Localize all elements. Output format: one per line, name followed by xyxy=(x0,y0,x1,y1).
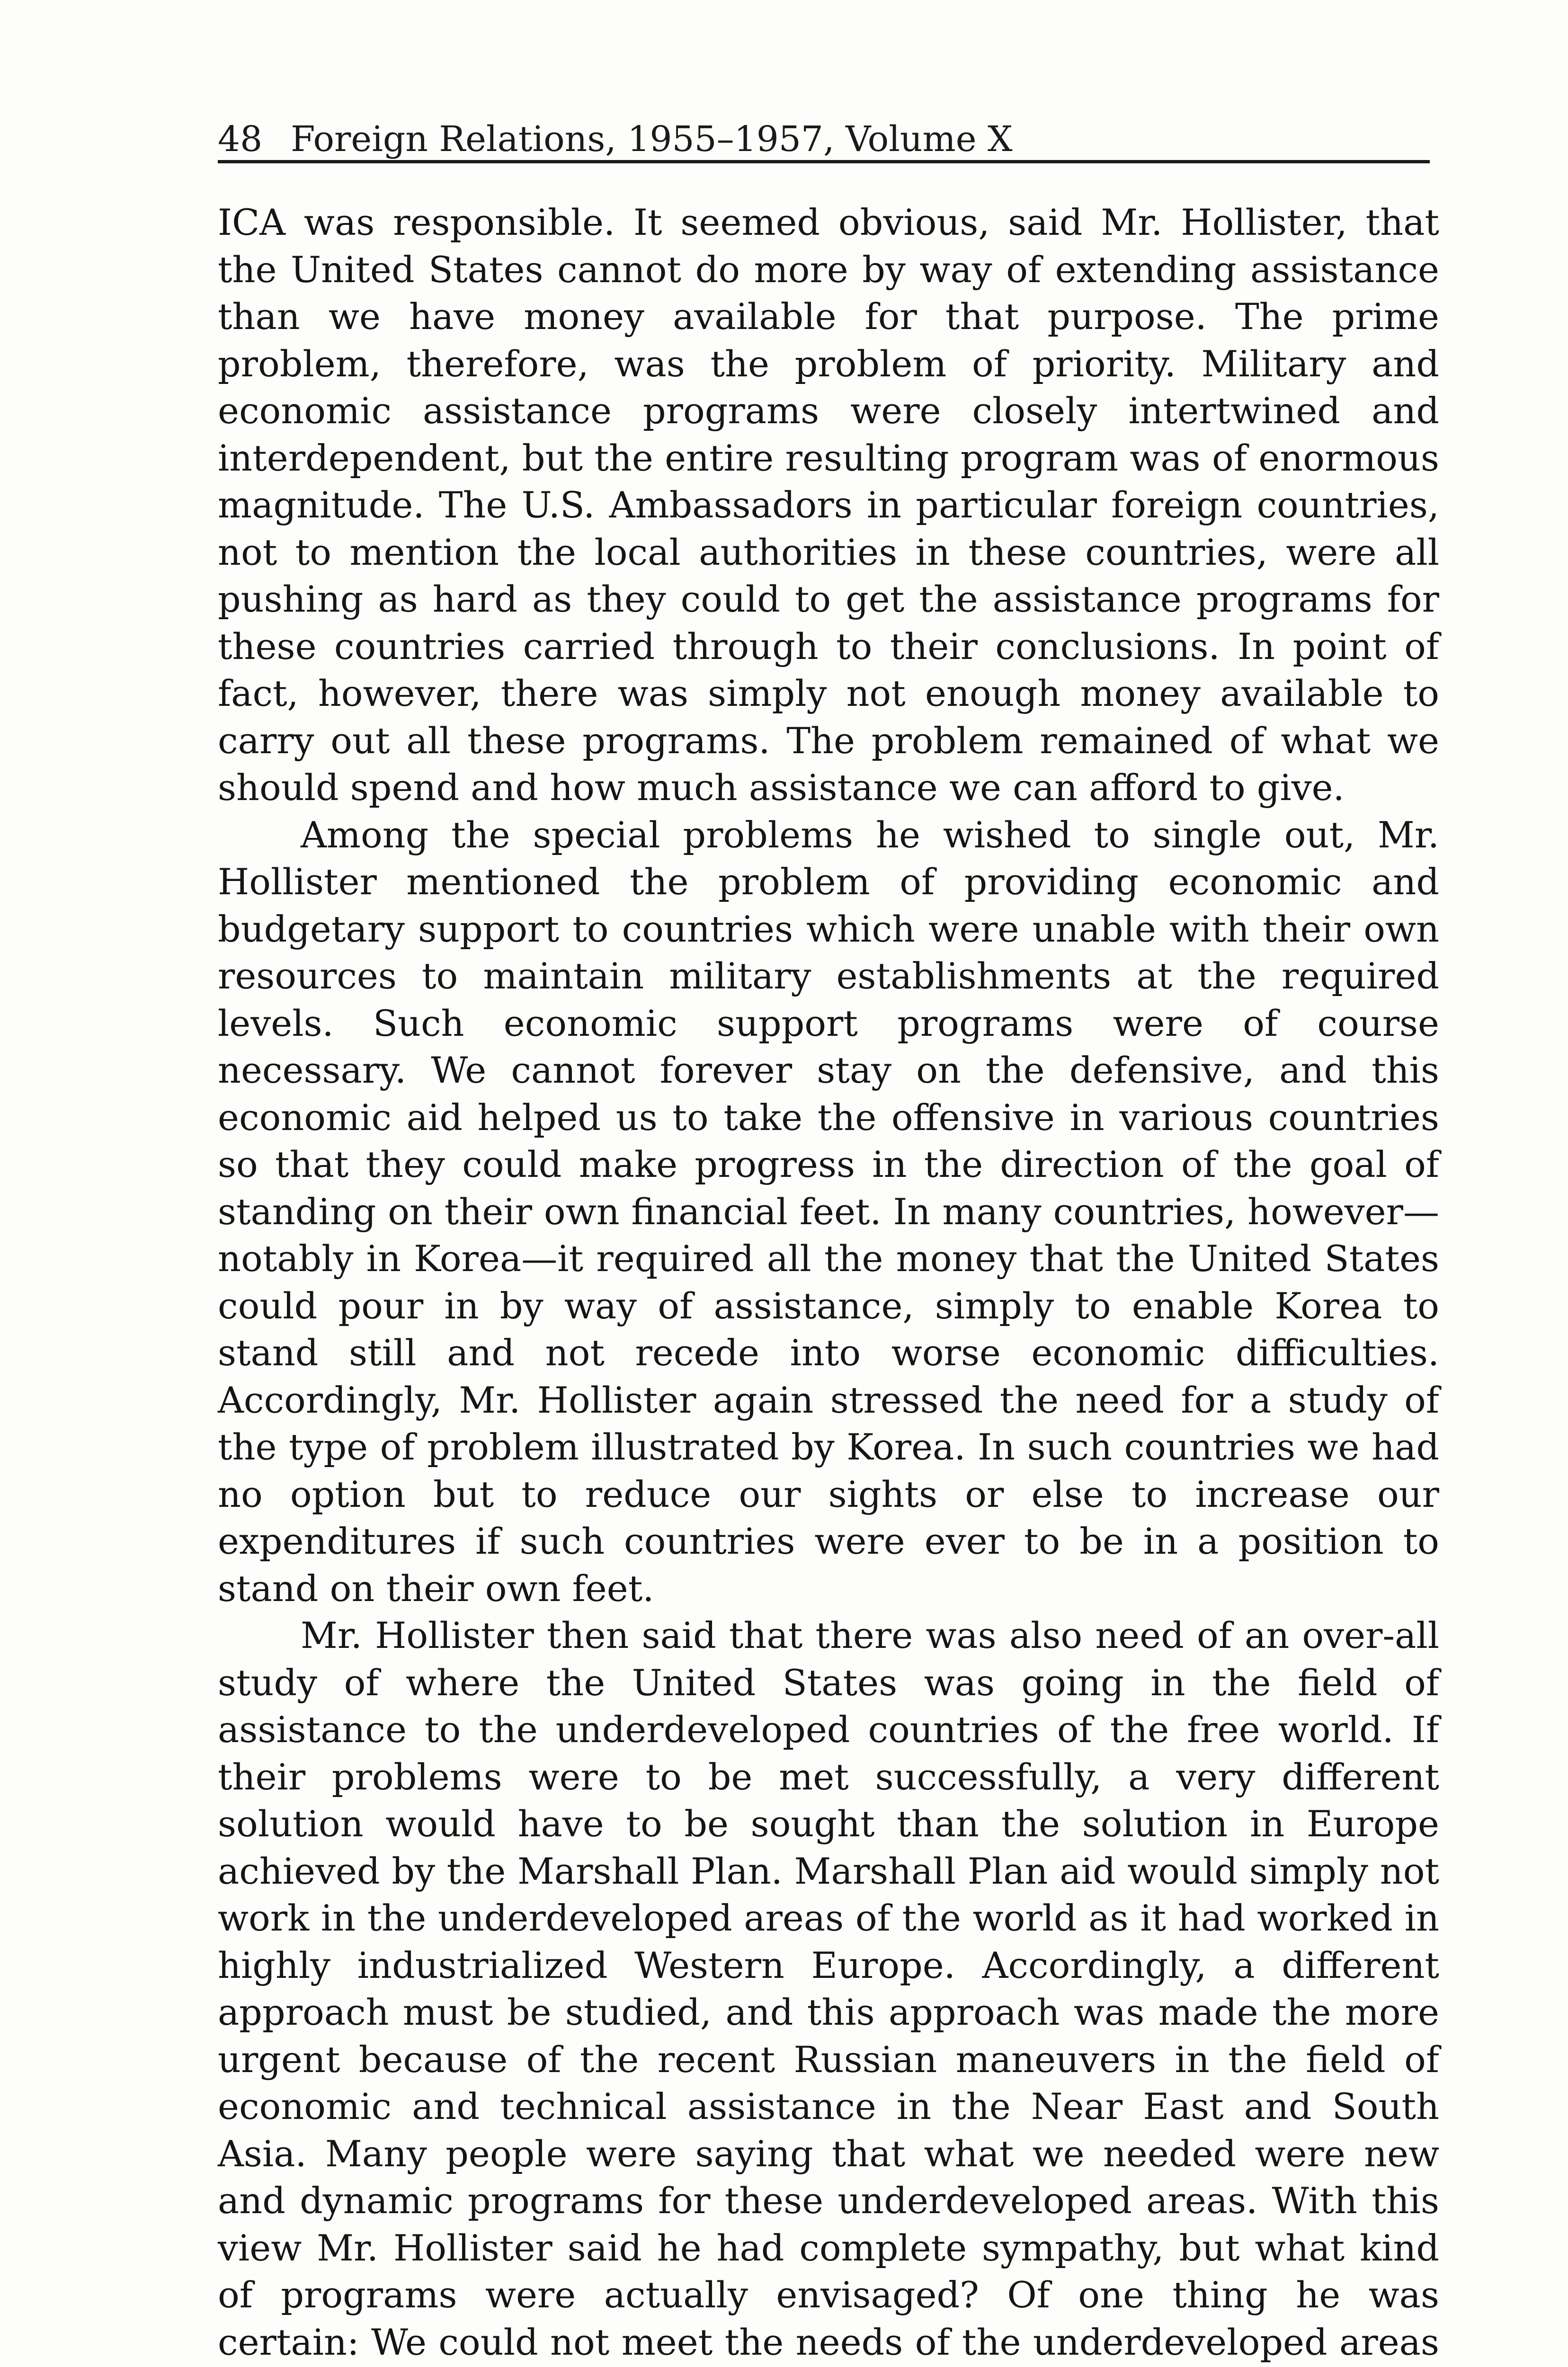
running-header xyxy=(218,118,1430,163)
page-number: 48 xyxy=(218,119,263,160)
body-text xyxy=(218,199,1439,2367)
paragraph: Mr. Hollister then said that there was also need of an over-all study of where the United States was going in the field of assistance to the underdeveloped countries of the free world. If their problems were to be met successfully, a very different solution would have to be sought than the solution in Europe achieved by the Marshall Plan. Marshall Plan aid would simply not work in the underdeveloped areas of the world as it had worked in highly industrialized Western Europe. Accordingly, a different approach must be studied, and this approach was made the more urgent because of the recent Russian maneuvers in the field of economic and technical assistance in the Near East and South Asia. Many people were saying that what we needed were new and dynamic programs for these underdeveloped areas. With this view Mr. Hollister said he had complete sympathy, but what kind of programs were actually envisaged? Of one thing he was certain: We could not meet the needs of the underdeveloped areas xyxy=(218,1614,1439,2363)
paragraph: Among the special problems he wished to single out, Mr. Hollister mentioned the problem of providing economic and budgetary support to countries which were unable with their own resources to maintain military establishments at the required levels. Such economic support programs were of course necessary. We cannot forever stay on the defensive, and this economic aid helped us to take the offensive in various countries so that they could make progress in the direction of the goal of standing on their own financial feet. In many countries, however—notably in Korea—it required all the money that the United States could pour in by way of assistance, simply to enable Korea to stand still and not recede into worse economic difficulties. Accordingly, Mr. Hollister again stressed the need for a study of the type of problem illustrated by Korea. In such countries we had no option but to reduce our sights or else to increase our expenditures if such countries were ever to be in a position to stand on their own feet. xyxy=(218,813,1439,1610)
volume-title: Foreign Relations, 1955–1957, Volume X xyxy=(291,119,1013,160)
paragraph-continued: ICA was responsible. It seemed obvious, said Mr. Hollister, that the United States cannot do more by way of extending assistance than we have money available for that purpose. The prime problem, therefore, was the problem of priority. Military and economic assistance programs were closely intertwined and interdependent, but the entire resulting program was of enormous magnitude. The U.S. Ambassadors in particular foreign countries, not to mention the local authorities in these countries, were all pushing as hard as they could to get the assistance programs for these countries carried through to their conclusions. In point of fact, however, there was simply not enough money available to carry out all these programs. The problem remained of what we should spend and how much assistance we can afford to give. xyxy=(218,201,1439,809)
